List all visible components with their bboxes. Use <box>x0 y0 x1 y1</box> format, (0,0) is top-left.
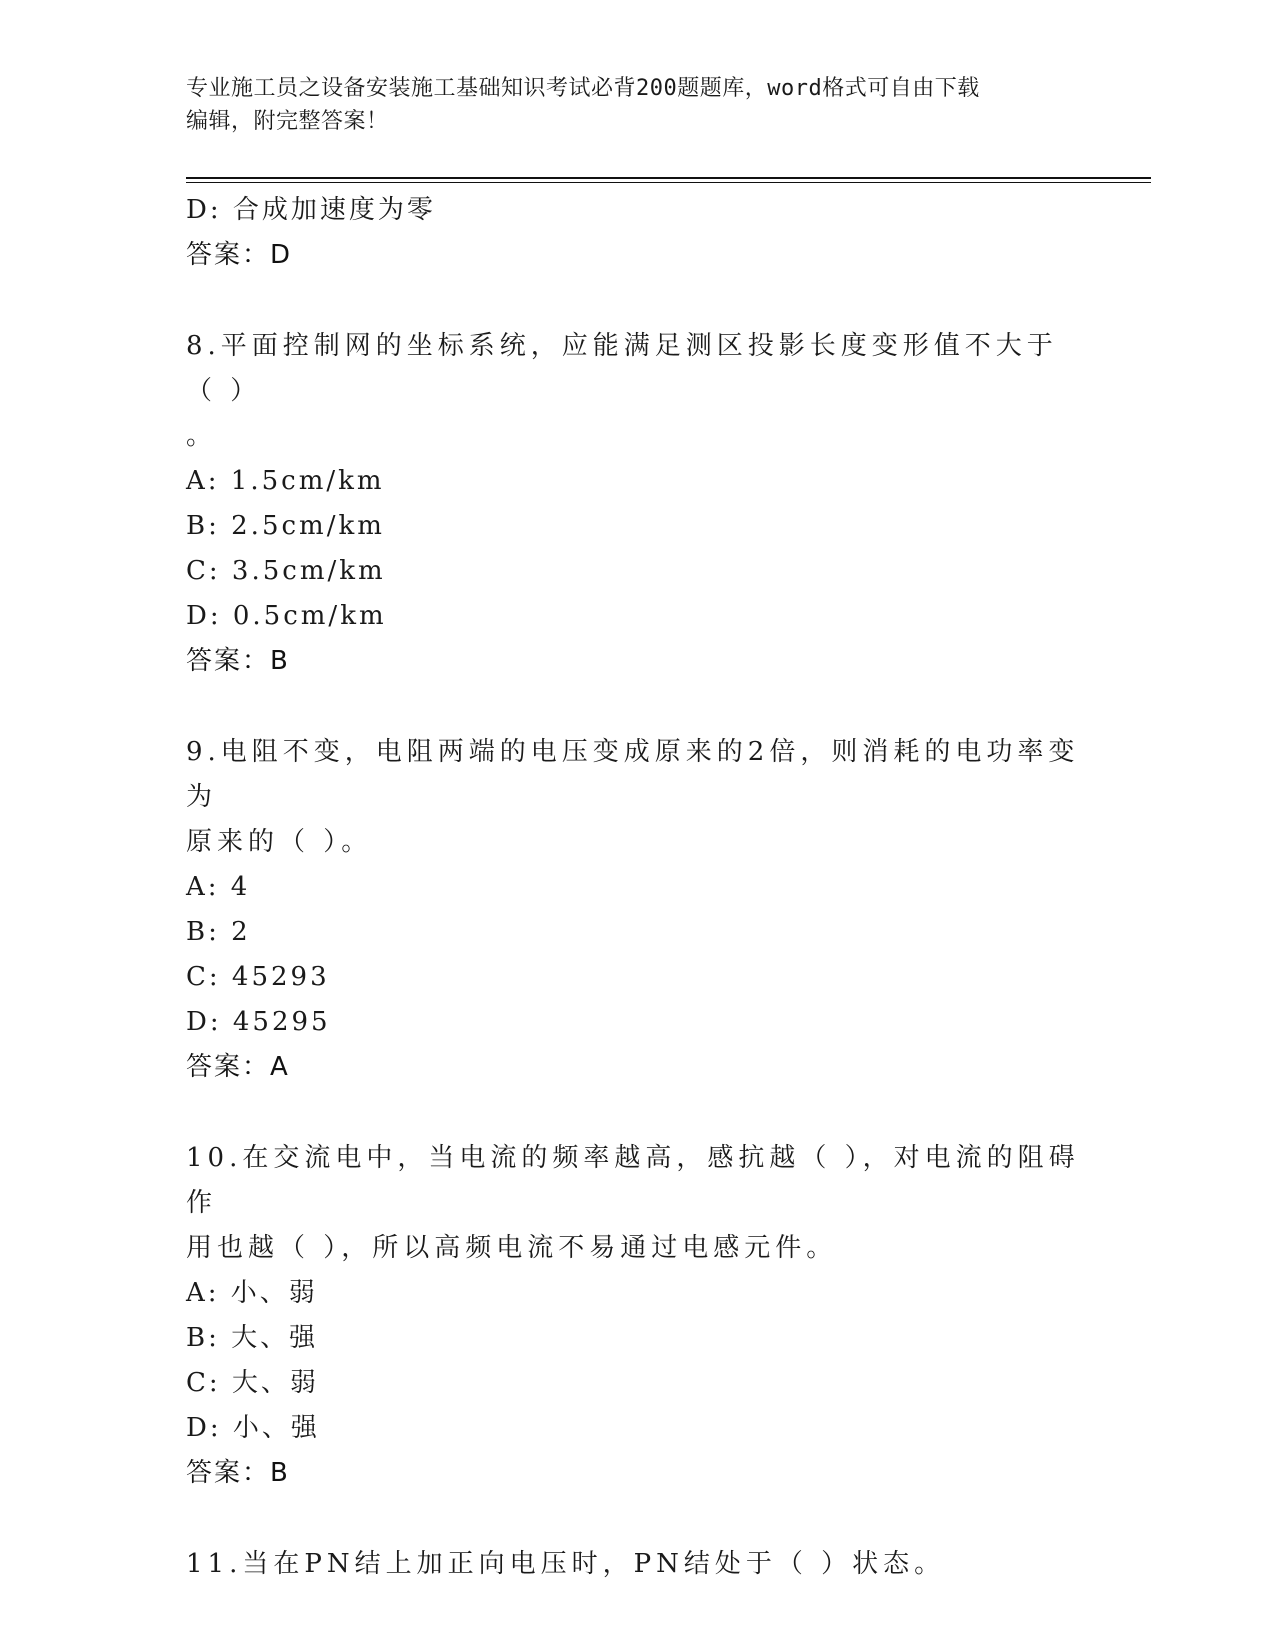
q10-option-d: D: 小、强 <box>186 1413 320 1443</box>
q8-option-a: A: 1.5cm/km <box>186 466 385 496</box>
q10-option-a: A: 小、弱 <box>186 1278 318 1308</box>
q10-answer: 答案：B <box>186 1458 290 1488</box>
q7-answer: 答案：D <box>186 240 293 270</box>
q7-option-d: D: 合成加速度为零 <box>186 195 436 225</box>
q8-option-c: C: 3.5cm/km <box>186 556 386 586</box>
header-rule-thick <box>186 177 1151 179</box>
q8-answer: 答案：B <box>186 646 290 676</box>
q9-option-d: D: 45295 <box>186 1007 331 1037</box>
q8-option-b: B: 2.5cm/km <box>186 511 385 541</box>
q10-option-b: B: 大、强 <box>186 1323 319 1353</box>
question-content <box>186 188 1086 1587</box>
q9-option-c: C: 45293 <box>186 962 330 992</box>
q9-option-b: B: 2 <box>186 917 251 947</box>
q9-option-a: A: 4 <box>186 872 251 902</box>
q8-question-line-1: 8.平面控制网的坐标系统，应能满足测区投影长度变形值不大于（ ） <box>186 331 1058 406</box>
q9-question-line-1: 9.电阻不变，电阻两端的电压变成原来的2倍，则消耗的电功率变为 <box>186 737 1080 812</box>
document-header <box>186 72 1086 138</box>
q9-answer: 答案：A <box>186 1052 290 1082</box>
q8-option-d: D: 0.5cm/km <box>186 601 387 631</box>
header-title-line-1: 专业施工员之设备安装施工基础知识考试必背200题题库，word格式可自由下载 <box>186 76 980 101</box>
q9-question-line-2: 原来的（ ）。 <box>186 827 373 857</box>
q10-option-c: C: 大、弱 <box>186 1368 319 1398</box>
q10-question-line-2: 用也越（ ），所以高频电流不易通过电感元件。 <box>186 1233 838 1263</box>
q11-question-line-1: 11.当在PN结上加正向电压时，PN结处于（ ）状态。 <box>186 1549 946 1579</box>
header-rule-thin <box>186 182 1151 183</box>
header-title-line-2: 编辑，附完整答案！ <box>186 109 389 134</box>
q10-question-line-1: 10.在交流电中，当电流的频率越高，感抗越（ ），对电流的阻碍作 <box>186 1143 1080 1218</box>
q8-question-line-2: 。 <box>186 421 217 451</box>
